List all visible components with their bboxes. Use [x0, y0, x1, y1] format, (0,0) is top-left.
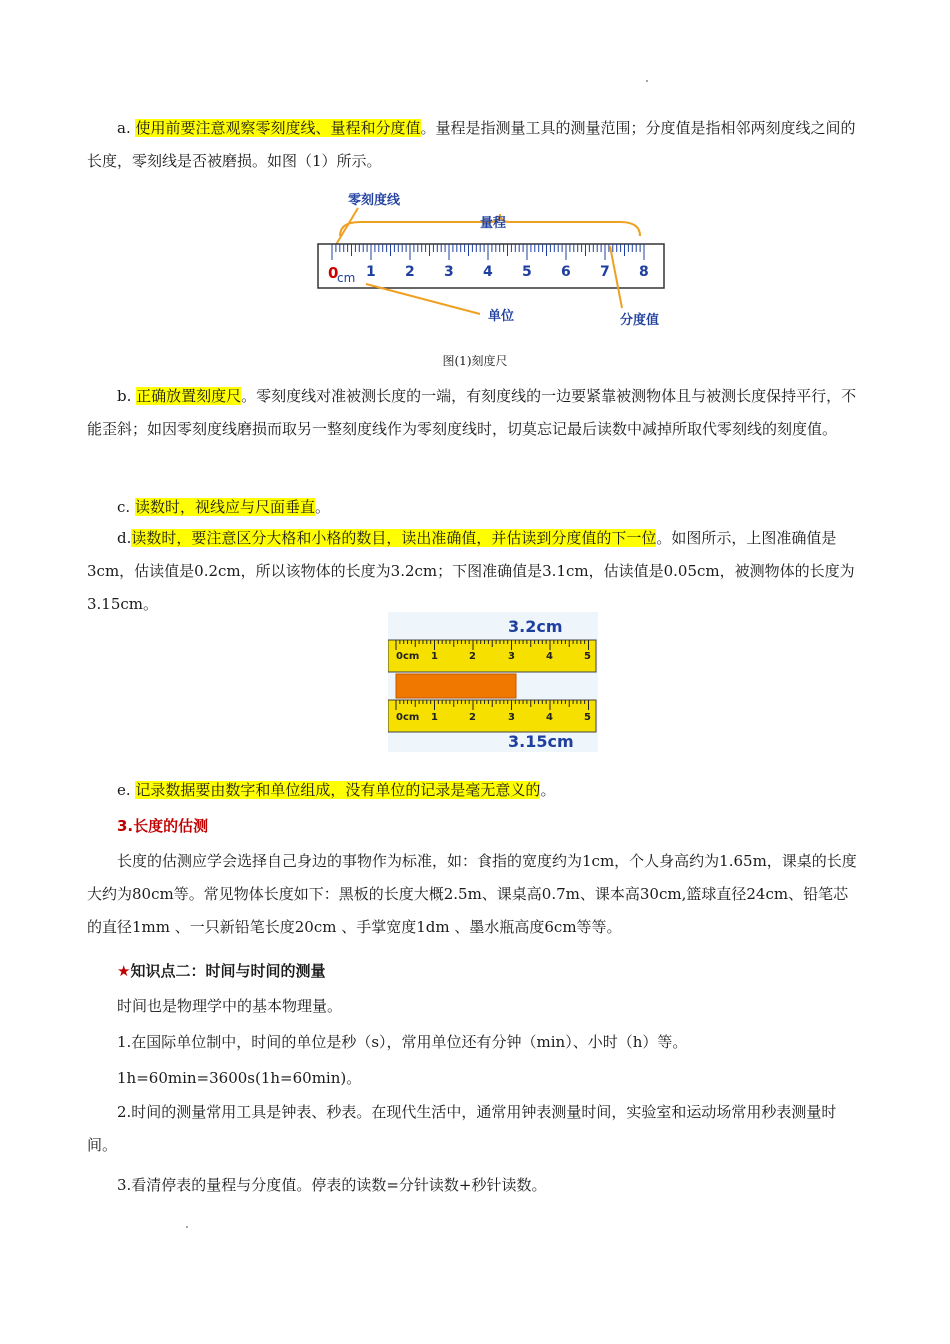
scan-dot	[646, 80, 648, 82]
zero-pointer	[334, 208, 358, 248]
heading-text: 知识点二：时间与时间的测量	[130, 962, 326, 980]
paragraph-e	[87, 774, 863, 807]
time-line: 1.在国际单位制中，时间的单位是秒（s），常用单位还有分钟（min）、小时（h）等。	[117, 1033, 688, 1051]
ruler-label: 2	[469, 651, 476, 662]
reading-figure	[388, 612, 598, 752]
figure-caption: 图(1)刻度尺	[442, 354, 508, 368]
paragraph-text: 。如图所示，上图准确值是3cm，估读值是0.2cm，所以该物体的长度为3.2cm；下图准确值是3.1cm，估读值是0.05cm，被测物体的长度为3.15cm。	[87, 529, 855, 613]
ruler-number: 7	[600, 264, 610, 280]
scan-dot	[186, 1226, 188, 1228]
ruler-label: 0cm	[396, 651, 420, 662]
knowledge-point-heading	[87, 955, 863, 988]
paragraph-d	[87, 522, 863, 621]
top-reading: 3.2cm	[508, 617, 563, 636]
ruler-label: 3	[508, 712, 515, 723]
ruler-figure	[300, 186, 680, 334]
paragraph-text: 。	[540, 781, 556, 799]
ruler-unit: cm	[337, 271, 356, 285]
highlighted-text: 使用前要注意观察零刻度线、量程和分度值	[135, 119, 421, 137]
item-marker: a.	[117, 119, 136, 137]
ruler-number: 3	[444, 264, 454, 280]
highlighted-text: 读数时，视线应与尺面垂直	[134, 498, 315, 516]
ruler-label: 2	[469, 712, 476, 723]
item-marker: c.	[117, 498, 135, 516]
ruler-number: 6	[561, 264, 571, 280]
ruler-label: 5	[584, 651, 591, 662]
ruler-number: 8	[639, 264, 649, 280]
ruler-number: 1	[366, 264, 376, 280]
time-line: 时间也是物理学中的基本物理量。	[117, 997, 343, 1015]
ruler-label: 1	[431, 712, 438, 723]
ruler-label: 0cm	[396, 712, 420, 723]
paragraph-b	[87, 380, 863, 446]
highlighted-text: 正确放置刻度尺	[136, 387, 242, 405]
item-marker: b.	[117, 387, 137, 405]
ruler-label: 4	[546, 712, 553, 723]
item-marker: d.	[117, 529, 132, 547]
paragraph-text: 。	[314, 498, 330, 516]
section-heading: 3.长度的估测	[117, 817, 209, 835]
ruler-label: 4	[546, 651, 553, 662]
item-marker: e.	[117, 781, 136, 799]
ruler-number: 4	[483, 264, 493, 280]
star-icon: ★	[117, 962, 131, 980]
ruler-number: 0	[328, 264, 339, 282]
bottom-reading: 3.15cm	[508, 732, 574, 751]
zero-line-label: 零刻度线	[348, 193, 401, 208]
time-line: 3.看清停表的量程与分度值。停表的读数=分针读数+秒针读数。	[117, 1176, 547, 1194]
paragraph-a	[87, 112, 863, 178]
time-line: 1h=60min=3600s(1h=60min)。	[117, 1069, 362, 1087]
unit-label: 单位	[488, 309, 515, 324]
ruler-label: 5	[584, 712, 591, 723]
estimation-paragraph: 长度的估测应学会选择自己身边的事物作为标准，如：食指的宽度约为1cm，个人身高约为1.65m，课桌的长度大约为80cm等。常见物体长度如下：黑板的长度大概2.5m、课桌高0.7m、课本高30cm,篮球直径24cm、铅笔芯的直径1mm 、一只新铅笔长度20cm 、手掌宽度1dm 、墨水瓶高度6cm等等。	[87, 852, 857, 936]
range-label: 量程	[480, 216, 507, 231]
highlighted-text: 记录数据要由数字和单位组成，没有单位的记录是毫无意义的	[135, 781, 541, 799]
ruler-label: 3	[508, 651, 515, 662]
time-line: 2.时间的测量常用工具是钟表、秒表。在现代生活中，通常用钟表测量时间，实验室和运动场常用秒表测量时间。	[87, 1103, 837, 1154]
measured-object	[396, 674, 516, 698]
division-label: 分度值	[620, 313, 660, 328]
paragraph-c	[87, 491, 863, 524]
ruler-label: 1	[431, 651, 438, 662]
paragraph-text: 。量程是指测量工具的测量范围；分度值是指相邻两刻度线之间的长度，零刻线是否被磨损。如图（1）所示。	[87, 119, 856, 170]
ruler-number: 5	[522, 264, 532, 280]
ruler-number: 2	[405, 264, 415, 280]
paragraph-text: 。零刻度线对准被测长度的一端，有刻度线的一边要紧靠被测物体且与被测长度保持平行，不能歪斜；如因零刻度线磨损而取另一整刻度线作为零刻度线时，切莫忘记最后读数中减掉所取代零刻线的刻度值。	[87, 387, 857, 438]
highlighted-text: 读数时，要注意区分大格和小格的数目，读出准确值，并估读到分度值的下一位	[131, 529, 657, 547]
